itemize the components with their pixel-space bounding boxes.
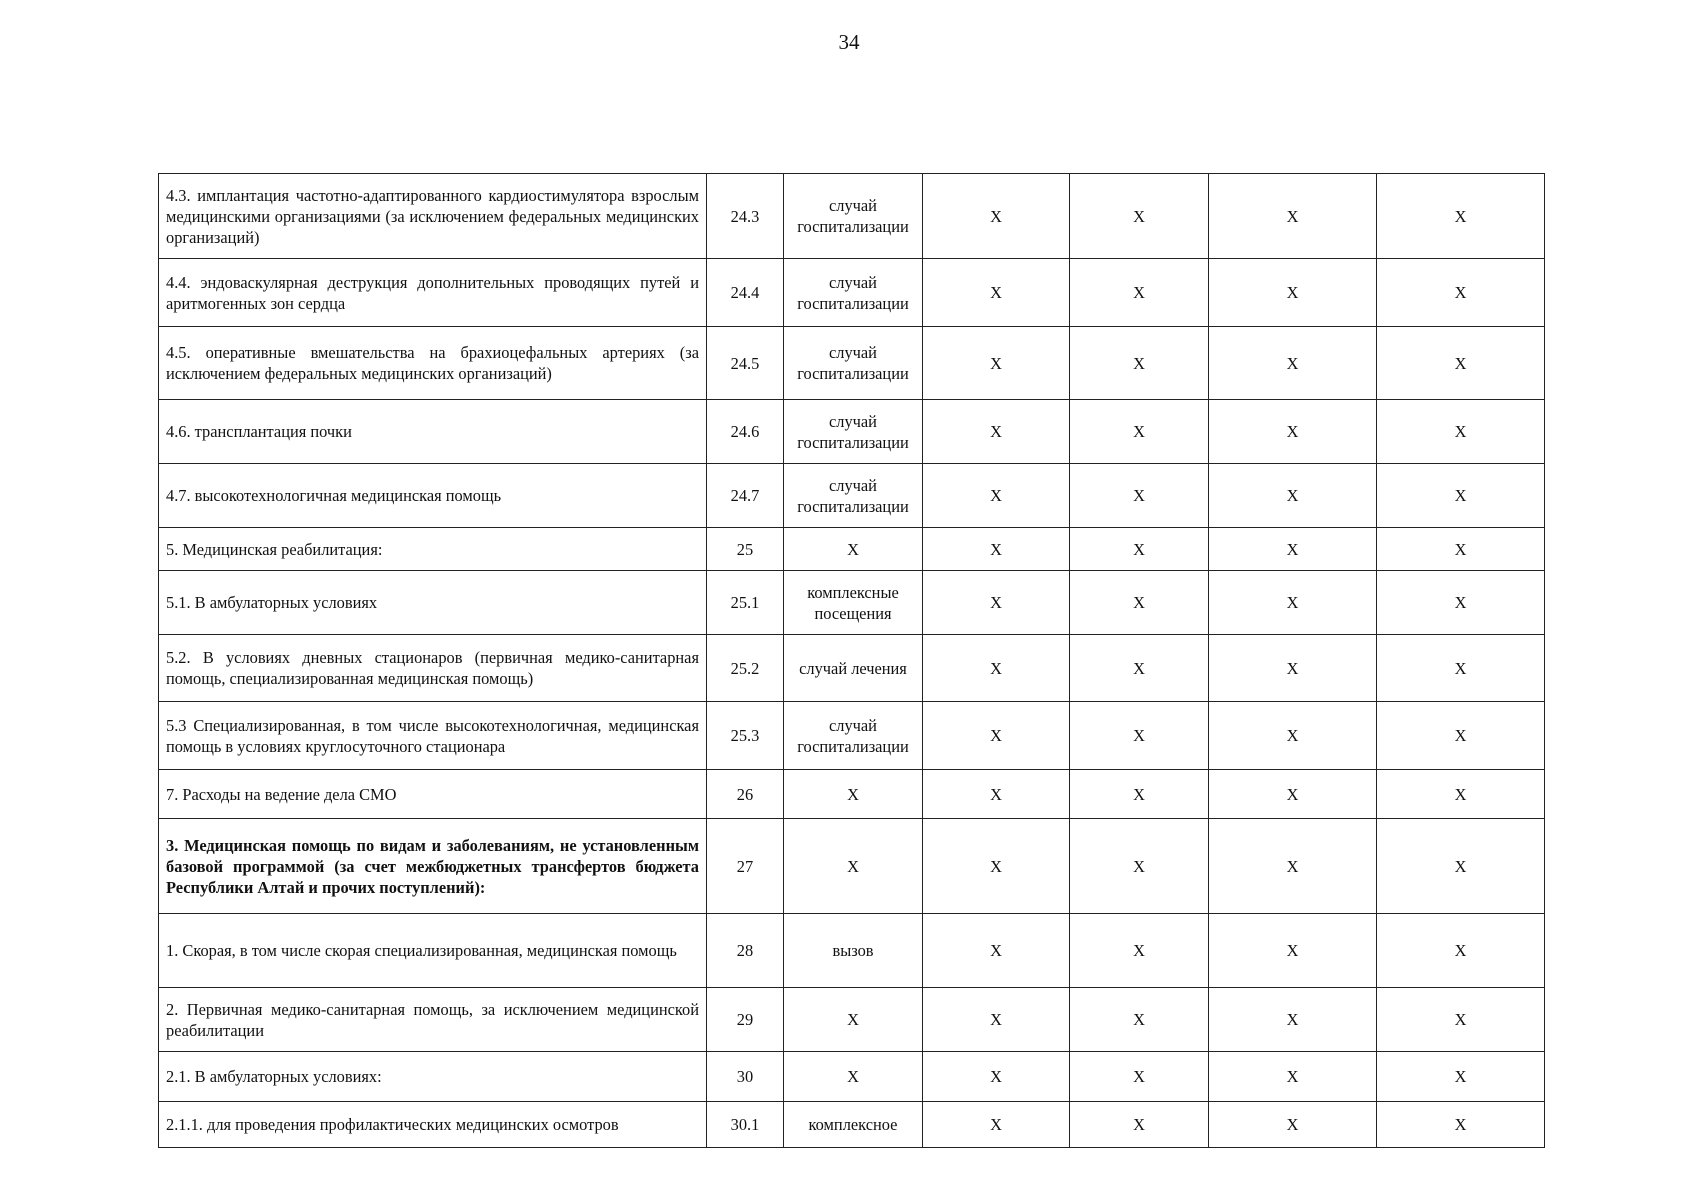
row-value-1: X (923, 464, 1070, 528)
row-value-4: X (1377, 327, 1545, 400)
row-unit: комплексное (784, 1102, 923, 1148)
row-value-3: X (1209, 259, 1377, 327)
row-value-4: X (1377, 571, 1545, 635)
row-value-1: X (923, 819, 1070, 914)
row-code: 25.3 (707, 702, 784, 770)
row-value-1: X (923, 702, 1070, 770)
row-unit: вызов (784, 914, 923, 988)
row-value-2: X (1070, 400, 1209, 464)
row-value-1: X (923, 327, 1070, 400)
row-value-4: X (1377, 770, 1545, 819)
row-value-3: X (1209, 400, 1377, 464)
row-code: 24.7 (707, 464, 784, 528)
row-value-3: X (1209, 702, 1377, 770)
row-value-4: X (1377, 464, 1545, 528)
row-value-4: X (1377, 1052, 1545, 1102)
row-value-2: X (1070, 327, 1209, 400)
table-row (159, 819, 1545, 914)
row-code: 29 (707, 988, 784, 1052)
row-name: 5.1. В амбулаторных условиях (159, 571, 707, 635)
row-unit: X (784, 1052, 923, 1102)
row-unit: X (784, 988, 923, 1052)
row-value-1: X (923, 259, 1070, 327)
table-row (159, 914, 1545, 988)
row-value-1: X (923, 571, 1070, 635)
row-value-2: X (1070, 174, 1209, 259)
row-value-4: X (1377, 635, 1545, 702)
row-unit: случай лечения (784, 635, 923, 702)
row-unit: случай госпитализации (784, 400, 923, 464)
row-unit: случай госпитализации (784, 174, 923, 259)
table-row (159, 635, 1545, 702)
row-value-2: X (1070, 528, 1209, 571)
row-code: 25.2 (707, 635, 784, 702)
row-name: 2.1. В амбулаторных условиях: (159, 1052, 707, 1102)
row-value-4: X (1377, 259, 1545, 327)
row-unit: X (784, 528, 923, 571)
row-code: 24.3 (707, 174, 784, 259)
row-name: 4.3. имплантация частотно-адаптированного кардиостимулятора взрослым медицинскими организациями (за исключением федеральных медицинских организаций) (159, 174, 707, 259)
row-code: 27 (707, 819, 784, 914)
row-code: 28 (707, 914, 784, 988)
row-code: 30.1 (707, 1102, 784, 1148)
row-value-2: X (1070, 1102, 1209, 1148)
row-value-2: X (1070, 702, 1209, 770)
volume-table (158, 173, 1545, 1148)
row-value-4: X (1377, 914, 1545, 988)
table-row (159, 988, 1545, 1052)
row-unit: случай госпитализации (784, 259, 923, 327)
row-unit: случай госпитализации (784, 464, 923, 528)
row-value-4: X (1377, 819, 1545, 914)
row-value-2: X (1070, 988, 1209, 1052)
row-value-3: X (1209, 914, 1377, 988)
row-name: 5.3 Специализированная, в том числе высокотехнологичная, медицинская помощь в условиях круглосуточного стационара (159, 702, 707, 770)
row-value-4: X (1377, 702, 1545, 770)
table-row (159, 174, 1545, 259)
row-value-1: X (923, 174, 1070, 259)
table-row (159, 1052, 1545, 1102)
row-unit: комплексные посещения (784, 571, 923, 635)
row-value-4: X (1377, 988, 1545, 1052)
row-value-3: X (1209, 819, 1377, 914)
row-value-2: X (1070, 914, 1209, 988)
row-code: 25 (707, 528, 784, 571)
row-value-3: X (1209, 988, 1377, 1052)
row-name: 3. Медицинская помощь по видам и заболеваниям, не установленным базовой программой (за счет межбюджетных трансфертов бюджета Республики Алтай и прочих поступлений): (159, 819, 707, 914)
row-code: 30 (707, 1052, 784, 1102)
row-value-2: X (1070, 770, 1209, 819)
row-value-3: X (1209, 571, 1377, 635)
row-name: 4.5. оперативные вмешательства на брахиоцефальных артериях (за исключением федеральных медицинских организаций) (159, 327, 707, 400)
row-value-1: X (923, 400, 1070, 464)
page-number: 34 (838, 30, 860, 54)
row-value-2: X (1070, 819, 1209, 914)
row-code: 25.1 (707, 571, 784, 635)
row-value-2: X (1070, 464, 1209, 528)
row-name: 1. Скорая, в том числе скорая специализированная, медицинская помощь (159, 914, 707, 988)
row-code: 24.4 (707, 259, 784, 327)
row-value-3: X (1209, 528, 1377, 571)
row-unit: X (784, 819, 923, 914)
row-value-4: X (1377, 528, 1545, 571)
row-name: 4.6. трансплантация почки (159, 400, 707, 464)
table-row (159, 327, 1545, 400)
row-code: 24.5 (707, 327, 784, 400)
row-value-4: X (1377, 400, 1545, 464)
row-value-3: X (1209, 1052, 1377, 1102)
row-value-1: X (923, 1102, 1070, 1148)
table-row (159, 259, 1545, 327)
row-value-2: X (1070, 1052, 1209, 1102)
row-value-1: X (923, 988, 1070, 1052)
table-row (159, 464, 1545, 528)
row-name: 5. Медицинская реабилитация: (159, 528, 707, 571)
row-value-1: X (923, 914, 1070, 988)
row-value-2: X (1070, 571, 1209, 635)
row-unit: X (784, 770, 923, 819)
row-value-1: X (923, 528, 1070, 571)
table-row (159, 770, 1545, 819)
row-value-3: X (1209, 770, 1377, 819)
row-value-1: X (923, 1052, 1070, 1102)
row-value-3: X (1209, 1102, 1377, 1148)
row-name: 2. Первичная медико-санитарная помощь, за исключением медицинской реабилитации (159, 988, 707, 1052)
table-row (159, 1102, 1545, 1148)
row-unit: случай госпитализации (784, 327, 923, 400)
row-name: 4.4. эндоваскулярная деструкция дополнительных проводящих путей и аритмогенных зон сердца (159, 259, 707, 327)
table-row (159, 528, 1545, 571)
table-row (159, 571, 1545, 635)
row-value-2: X (1070, 259, 1209, 327)
row-value-3: X (1209, 327, 1377, 400)
row-unit: случай госпитализации (784, 702, 923, 770)
row-code: 24.6 (707, 400, 784, 464)
row-name: 5.2. В условиях дневных стационаров (первичная медико-санитарная помощь, специализированная медицинская помощь) (159, 635, 707, 702)
row-name: 7. Расходы на ведение дела СМО (159, 770, 707, 819)
row-value-3: X (1209, 635, 1377, 702)
row-code: 26 (707, 770, 784, 819)
row-name: 2.1.1. для проведения профилактических медицинских осмотров (159, 1102, 707, 1148)
row-value-3: X (1209, 464, 1377, 528)
table-row (159, 400, 1545, 464)
row-value-4: X (1377, 174, 1545, 259)
row-value-2: X (1070, 635, 1209, 702)
row-name: 4.7. высокотехнологичная медицинская помощь (159, 464, 707, 528)
row-value-3: X (1209, 174, 1377, 259)
row-value-1: X (923, 635, 1070, 702)
row-value-1: X (923, 770, 1070, 819)
table-row (159, 702, 1545, 770)
row-value-4: X (1377, 1102, 1545, 1148)
